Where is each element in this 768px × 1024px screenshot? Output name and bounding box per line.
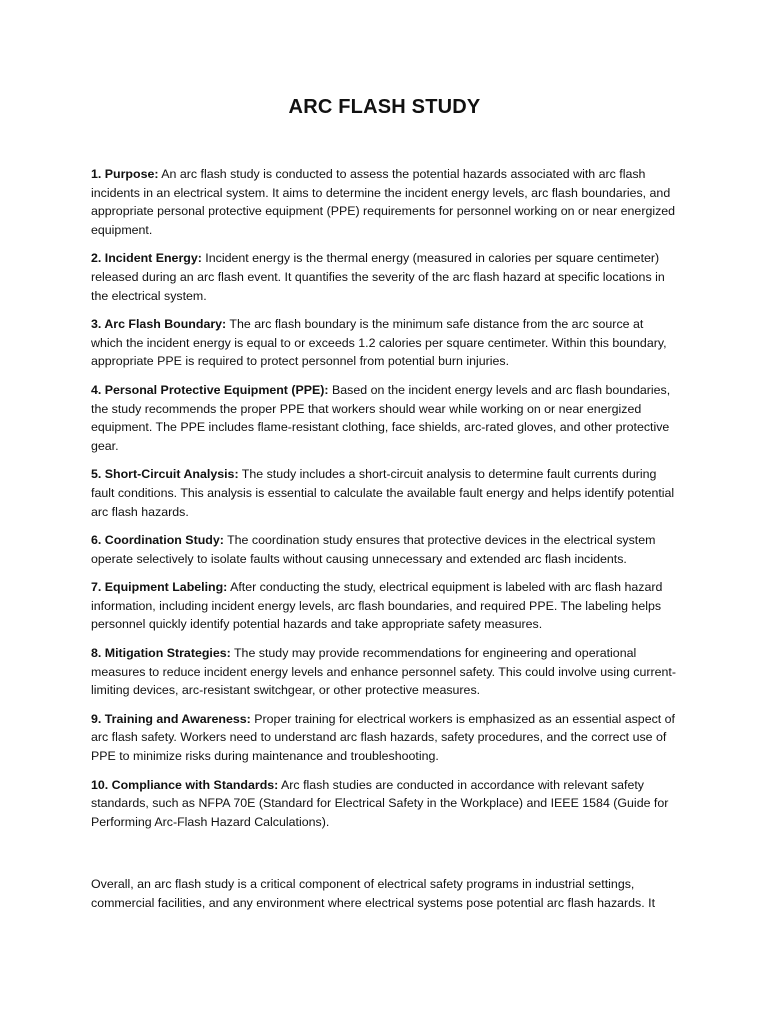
section-text: The coordination study ensures that protective devices in the electrical system operate selectively to isolate faults without causing unnecessary and extended arc flash incidents. bbox=[91, 533, 656, 566]
section-label: 9. Training and Awareness: bbox=[91, 711, 251, 726]
section-text: The study may provide recommendations for engineering and operational measures to reduce incident energy levels and enhance personnel safety. This could involve using current-limiting devices, arc-resistant switchgear, or other protective measures. bbox=[91, 646, 676, 698]
section-label: 8. Mitigation Strategies: bbox=[91, 646, 231, 661]
section-label: 1. Purpose: bbox=[91, 167, 159, 181]
section-text: Arc flash studies are conducted in accordance with relevant safety standards, such as NFPA 70E (Standard for Electrical Safety in the Workplace) and IEEE 1584 (Guide for Performing Arc-Flash Hazard Calculations). bbox=[91, 777, 669, 829]
section-purpose bbox=[91, 165, 678, 239]
section-list bbox=[91, 165, 678, 831]
section-ppe bbox=[91, 381, 678, 455]
section-text: The study includes a short-circuit analysis to determine fault currents during fault conditions. This analysis is essential to calculate the available fault energy and helps identify potential arc flash hazards. bbox=[91, 467, 675, 519]
section-text: An arc flash study is conducted to assess the potential hazards associated with arc flash incidents in an electrical system. It aims to determine the incident energy levels, arc flash boundaries, and appropriate personal protective equipment (PPE) requirements for personnel working on or near energized equipment. bbox=[91, 167, 676, 237]
document-title: ARC FLASH STUDY bbox=[288, 96, 481, 118]
section-text: Incident energy is the thermal energy (measured in calories per square centimeter) released during an arc flash event. It quantifies the severity of the arc flash hazard at specific locations in the electrical system. bbox=[91, 251, 665, 303]
section-label: 7. Equipment Labeling: bbox=[91, 580, 228, 595]
section-text: The arc flash boundary is the minimum safe distance from the arc source at which the incident energy is equal to or exceeds 1.2 calories per square centimeter. Within this boundary, appropriate PPE is required to protect personnel from potential burn injuries. bbox=[91, 317, 667, 369]
section-label: 3. Arc Flash Boundary: bbox=[91, 317, 227, 332]
section-label: 2. Incident Energy: bbox=[91, 251, 202, 266]
section-text: Proper training for electrical workers is emphasized as an essential aspect of arc flash safety. Workers need to understand arc flash hazards, safety procedures, and the correct use of PPE to minimize risks during maintenance and troubleshooting. bbox=[91, 711, 675, 764]
section-text: Based on the incident energy levels and arc flash boundaries, the study recommends the proper PPE that workers should wear while working on or near energized equipment. The PPE includes flame-resistant clothing, face shields, arc-rated gloves, and other protective gear. bbox=[91, 382, 671, 453]
section-label: 4. Personal Protective Equipment (PPE): bbox=[91, 382, 329, 397]
conclusion-paragraph: Overall, an arc flash study is a critical component of electrical safety programs in industrial settings, commercial facilities, and any environment where electrical systems pose potential arc flash hazards. It bbox=[91, 877, 656, 910]
section-coordination-study bbox=[91, 531, 678, 568]
section-label: 5. Short-Circuit Analysis: bbox=[91, 467, 239, 482]
section-mitigation-strategies bbox=[91, 644, 678, 700]
section-label: 6. Coordination Study: bbox=[91, 533, 224, 548]
section-text: After conducting the study, electrical equipment is labeled with arc flash hazard information, including incident energy levels, arc flash boundaries, and required PPE. The labeling helps personnel quickly identify potential hazards and take appropriate safety measures. bbox=[91, 580, 663, 632]
section-equipment-labeling bbox=[91, 578, 678, 634]
section-incident-energy bbox=[91, 249, 678, 305]
section-training-awareness bbox=[91, 710, 678, 766]
section-label: 10. Compliance with Standards: bbox=[91, 777, 279, 792]
section-compliance-standards bbox=[91, 776, 678, 832]
section-short-circuit-analysis bbox=[91, 465, 678, 521]
section-arc-flash-boundary bbox=[91, 315, 678, 371]
